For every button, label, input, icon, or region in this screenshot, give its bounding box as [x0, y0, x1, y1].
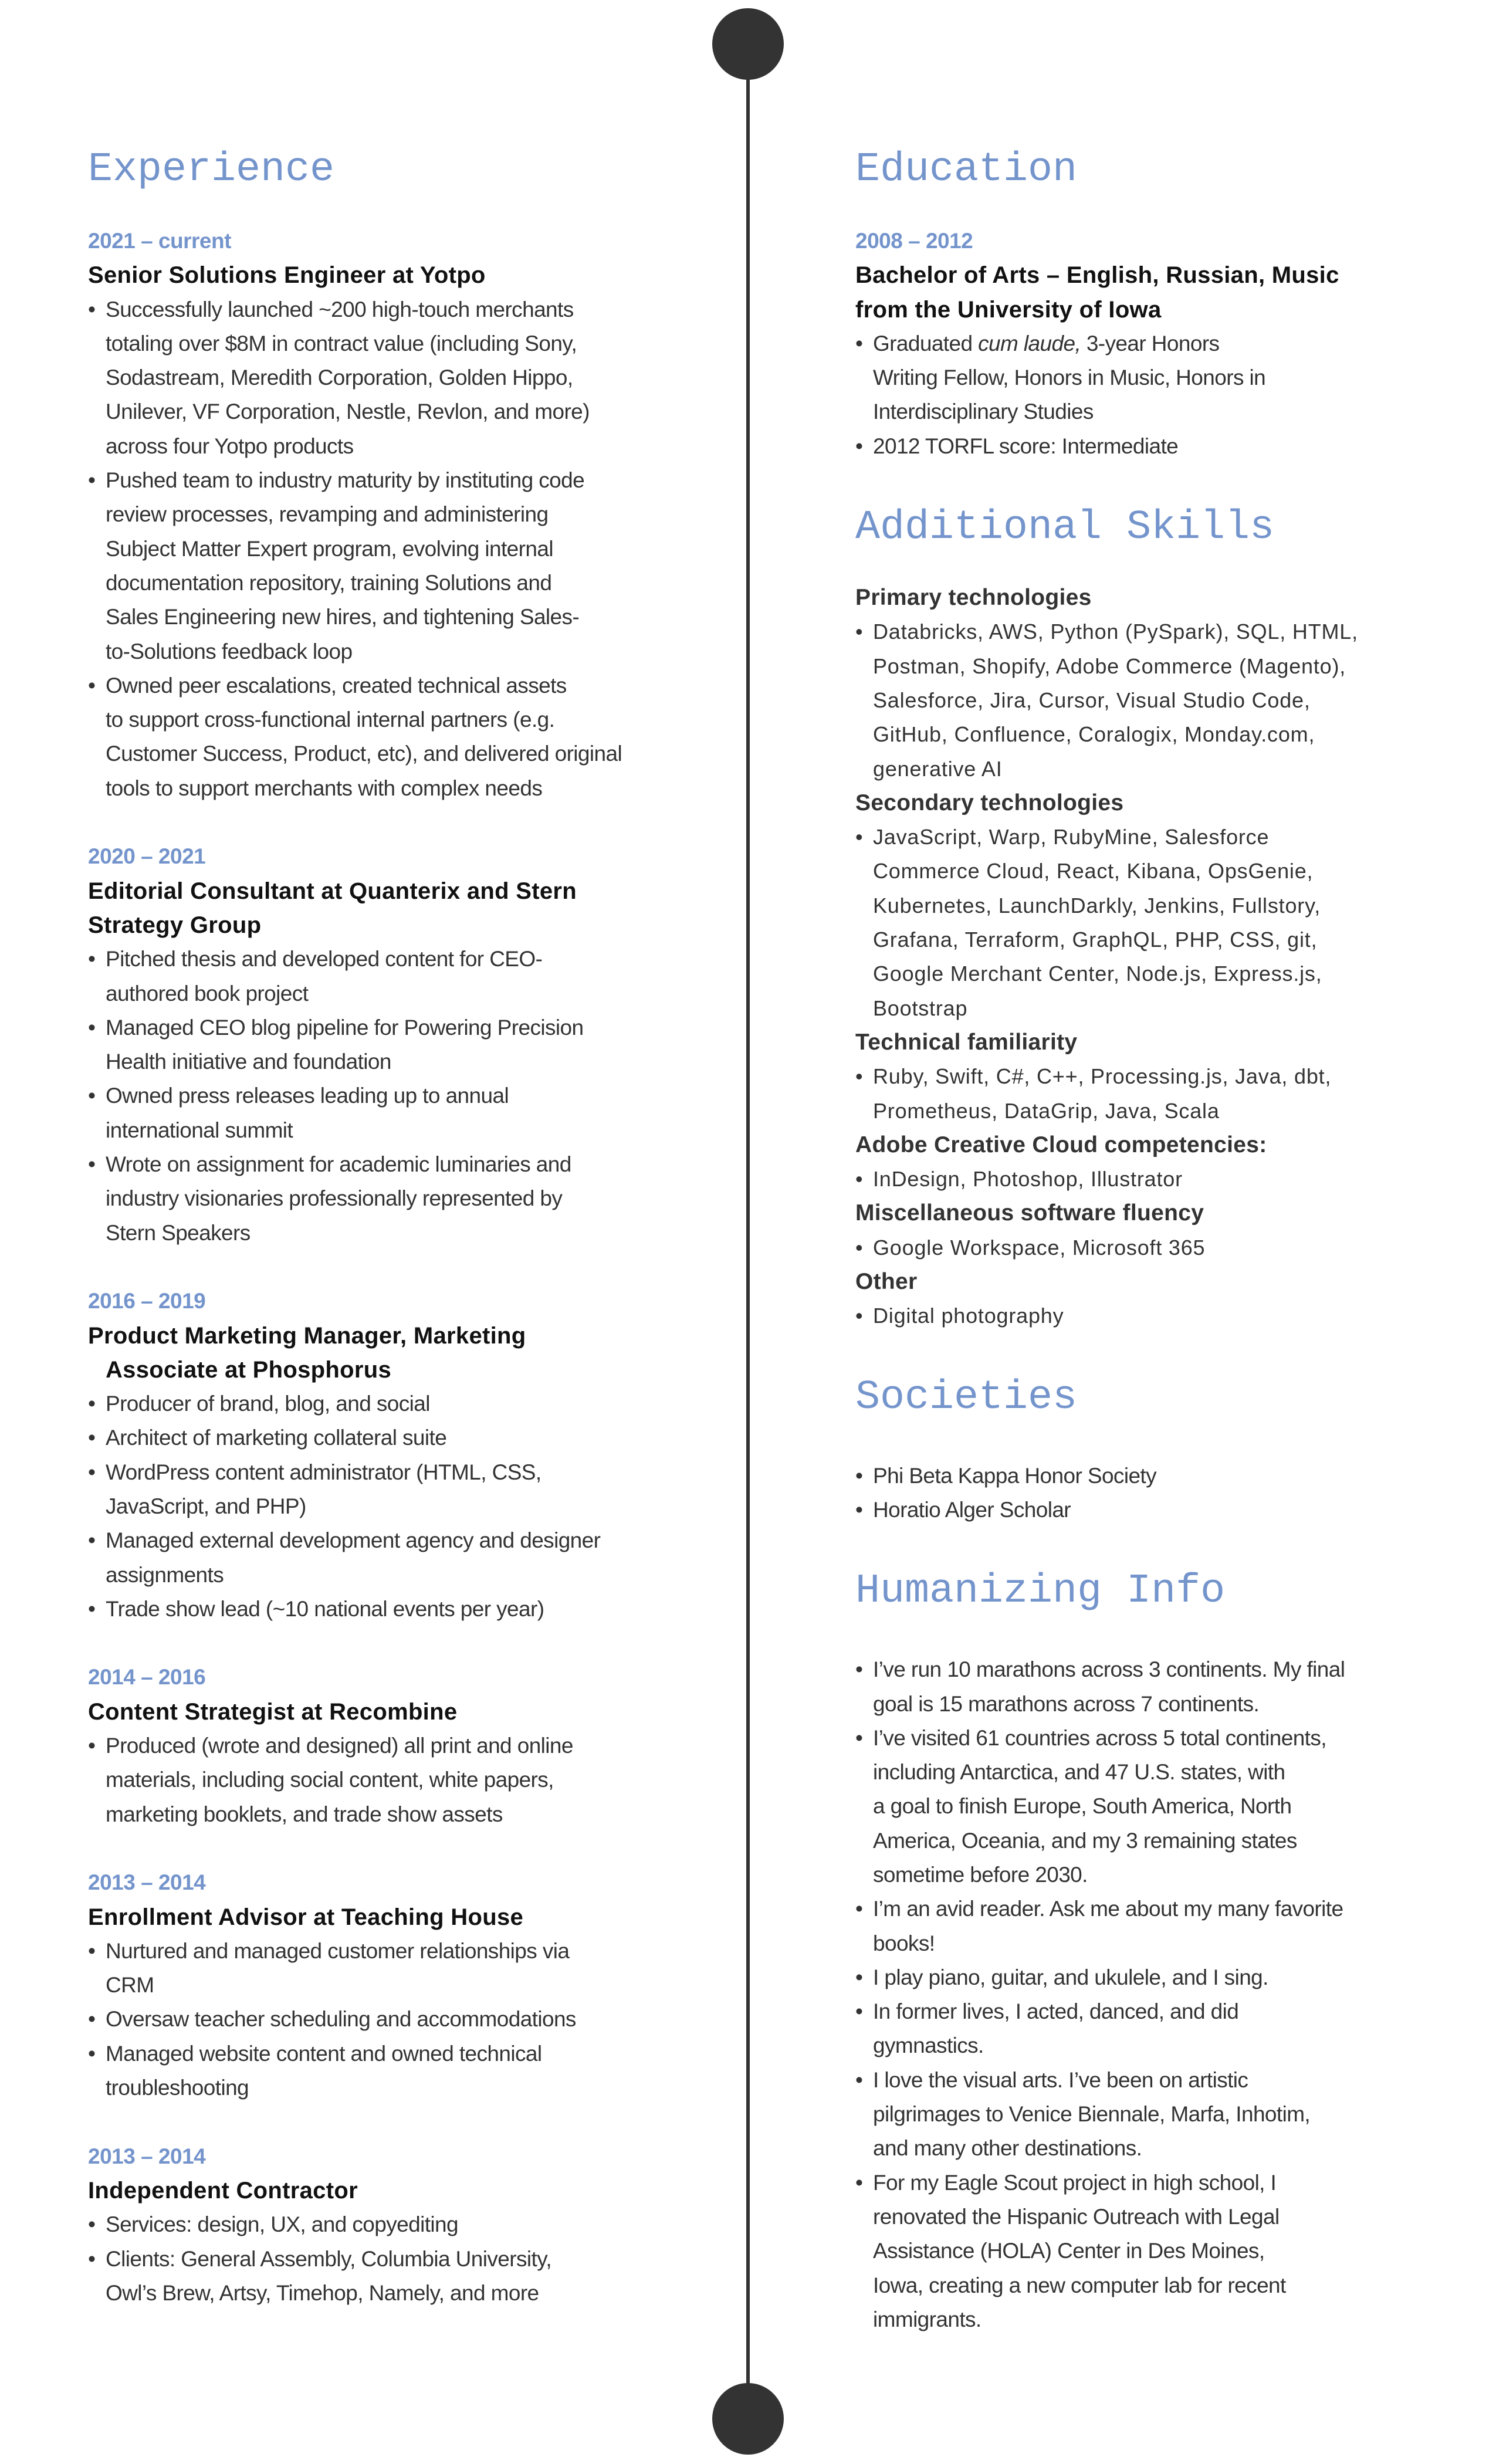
skill-group-label: Miscellaneous software fluency [855, 1200, 1204, 1226]
bullet-item [855, 820, 1419, 1025]
bullet-line [88, 2242, 675, 2276]
bullet-text: Google Workspace, Microsoft 365 [873, 1235, 1206, 1260]
bullet-line: Bootstrap [873, 996, 968, 1020]
experience-heading: Experience [88, 147, 335, 193]
bullet-icon: • [88, 2212, 96, 2237]
society-name: Horatio Alger Scholar [873, 1497, 1071, 1522]
bullet-text: I’ve visited 61 countries across 5 total continents, [873, 1725, 1326, 1750]
bullet-line: materials, including social content, white papers, [106, 1768, 554, 1792]
bullet-text: Architect of marketing collateral suite [106, 1426, 447, 1450]
bullet-item [88, 1011, 675, 1079]
education-dates: 2008 – 2012 [855, 229, 973, 253]
bullet-line [88, 1456, 675, 1490]
job-title-line: Content Strategist at Recombine [88, 1698, 458, 1725]
bullet-item [88, 1456, 675, 1524]
bullet-text: Trade show lead (~10 national events per year) [106, 1596, 544, 1621]
bullet-icon: • [88, 1528, 96, 1553]
entry-dates: 2020 – 2021 [88, 844, 206, 869]
bullet-icon: • [855, 1064, 864, 1089]
bullet-line: Salesforce, Jira, Cursor, Visual Studio Code, [873, 688, 1311, 712]
bullet-text: Ruby, Swift, C#, C++, Processing.js, Java, dbt, [873, 1064, 1332, 1089]
bullet-line [88, 669, 675, 703]
bullet-item [88, 1079, 675, 1148]
society-name: Phi Beta Kappa Honor Society [873, 1463, 1157, 1488]
bullet-line [855, 615, 1419, 649]
skill-group-label: Other [855, 1269, 918, 1295]
bullet-line: Grafana, Terraform, GraphQL, PHP, CSS, git, [873, 928, 1318, 952]
education-heading: Education [855, 147, 1078, 193]
bullet-icon: • [855, 825, 864, 849]
bullet-line [88, 1592, 675, 1626]
skills-list [855, 581, 1419, 1333]
bullet-line: Google Merchant Center, Node.js, Express.js, [873, 962, 1322, 986]
bullet-line [855, 1995, 1419, 2029]
bullet-line: and many other destinations. [873, 2136, 1142, 2161]
bullet-line [855, 1231, 1419, 1265]
bullet-line: Assistance (HOLA) Center in Des Moines, [873, 2239, 1265, 2263]
bullet-line: Postman, Shopify, Adobe Commerce (Magento), [873, 654, 1346, 678]
bullet-line: documentation repository, training Solutions and [106, 570, 552, 595]
bullet-line: Unilever, VF Corporation, Nestle, Revlon, and more) [106, 400, 590, 424]
bullet-line [855, 2063, 1419, 2097]
job-title-line: Associate at Phosphorus [106, 1356, 392, 1383]
skill-group-label: Secondary technologies [855, 790, 1124, 815]
bullet-line [88, 1729, 675, 1763]
timeline-top-circle-icon [712, 8, 784, 80]
skill-group-label: Technical familiarity [855, 1029, 1078, 1055]
societies-section [855, 1375, 1419, 1528]
bullet-line: GitHub, Confluence, Coralogix, Monday.com, [873, 722, 1315, 747]
education-bullet: • 2012 TORFL score: Intermediate [855, 429, 1419, 463]
skill-group [855, 581, 1419, 786]
bullet-line [88, 1421, 675, 1455]
job-title-line: Senior Solutions Engineer at Yotpo [88, 262, 486, 289]
bullet-item [88, 1592, 675, 1626]
bullet-icon: • [855, 1897, 863, 1921]
bullet-item [88, 942, 675, 1011]
bullet-item [855, 2063, 1419, 2166]
bullet-item [855, 1892, 1419, 1961]
bullet-icon: • [855, 2067, 863, 2092]
bullet-line: Sales Engineering new hires, and tightening Sales- [106, 605, 580, 629]
bullet-icon: • [88, 1734, 96, 1758]
bullet-item [855, 1060, 1419, 1128]
bullet-icon: • [88, 673, 96, 698]
bullet-line: gymnastics. [873, 2033, 984, 2058]
entry-dates: 2013 – 2014 [88, 1870, 206, 1895]
left-column [88, 147, 675, 2310]
bullet-line: to support cross-functional internal partners (e.g. [106, 708, 555, 732]
bullet-line: sometime before 2030. [873, 1862, 1088, 1887]
bullet-item [88, 669, 675, 805]
bullet-icon: • [855, 1657, 863, 1682]
timeline-bottom-circle-icon [712, 2383, 784, 2455]
bullet-icon: • [855, 1497, 863, 1522]
bullet-icon: • [88, 1938, 96, 1963]
skill-group [855, 786, 1419, 1025]
bullet-item [855, 615, 1419, 786]
experience-list [88, 224, 675, 2310]
bullet-line: Sodastream, Meredith Corporation, Golden Hippo, [106, 365, 573, 390]
bullet-line: Prometheus, DataGrip, Java, Scala [873, 1098, 1220, 1123]
bullet-line: authored book project [106, 981, 309, 1006]
job-title-line: Strategy Group [88, 912, 262, 938]
bullet-line: tools to support merchants with complex needs [106, 776, 543, 800]
bullet-text: Managed external development agency and designer [106, 1528, 601, 1553]
bullet-line [855, 820, 1419, 854]
bullet-text: Clients: General Assembly, Columbia University, [106, 2246, 552, 2271]
humanizing-heading: Humanizing Info [855, 1568, 1226, 1615]
bullet-text: WordPress content administrator (HTML, CSS, [106, 1460, 541, 1484]
bullet-text: Oversaw teacher scheduling and accommodations [106, 2007, 576, 2032]
bullet-icon: • [88, 1084, 96, 1108]
skill-group-label: Adobe Creative Cloud competencies: [855, 1132, 1267, 1157]
bullet-icon: • [855, 1965, 863, 1989]
bullet-text: I’ve run 10 marathons across 3 continents. My final [873, 1657, 1345, 1682]
experience-entry [88, 1866, 675, 2105]
bullet-item [88, 1524, 675, 1592]
bullet-line [88, 1011, 675, 1045]
bullet-line: totaling over $8M in contract value (including Sony, [106, 331, 577, 356]
bullet-line: CRM [106, 1973, 154, 1998]
bullet-line [855, 1653, 1419, 1687]
bullet-item [88, 1729, 675, 1832]
bullet-line: immigrants. [873, 2307, 981, 2331]
bullet-item [855, 1995, 1419, 2063]
timeline-line [746, 70, 750, 2394]
bullet-item [88, 293, 675, 463]
bullet-item [88, 1934, 675, 2003]
bullet-line: Iowa, creating a new computer lab for recent [873, 2273, 1286, 2297]
bullet-line [855, 2166, 1419, 2200]
skill-group [855, 1025, 1419, 1128]
bullet-line: Subject Matter Expert program, evolving internal [106, 536, 553, 561]
skill-group [855, 1196, 1419, 1265]
bullet-line: pilgrimages to Venice Biennale, Marfa, Inhotim, [873, 2102, 1311, 2127]
bullet-text: InDesign, Photoshop, Illustrator [873, 1167, 1183, 1192]
bullet-line: Stern Speakers [106, 1220, 251, 1245]
bullet-icon: • [88, 1392, 96, 1416]
bullet-item [855, 1961, 1419, 1995]
entry-dates: 2013 – 2014 [88, 2144, 206, 2168]
bullet-line [88, 293, 675, 327]
bullet-icon: • [88, 1152, 96, 1177]
job-title-line: Product Marketing Manager, Marketing [88, 1322, 526, 1349]
bullet-line [88, 1148, 675, 1182]
bullet-icon: • [855, 1999, 863, 2024]
bullet-line: Health initiative and foundation [106, 1050, 391, 1074]
bullet-line: to-Solutions feedback loop [106, 639, 353, 664]
bullet-line [855, 1162, 1419, 1196]
bullet-item [88, 2002, 675, 2036]
bullet-item [88, 2037, 675, 2106]
experience-entry [88, 2140, 675, 2310]
bullet-icon: • [855, 2170, 863, 2195]
bullet-icon: • [88, 468, 96, 493]
bullet-line: troubleshooting [106, 2076, 249, 2100]
societies-heading: Societies [855, 1374, 1078, 1421]
bullet-text: Managed website content and owned technical [106, 2041, 542, 2066]
job-title-line: Enrollment Advisor at Teaching House [88, 1904, 524, 1930]
bullet-item [88, 2242, 675, 2311]
bullet-text: I play piano, guitar, and ukulele, and I sing. [873, 1965, 1268, 1989]
bullet-line [88, 2208, 675, 2242]
bullet-line [88, 942, 675, 976]
bullet-line [88, 463, 675, 497]
bullet-item [855, 1231, 1419, 1265]
education-section [855, 147, 1419, 463]
bullet-icon: • [88, 2246, 96, 2271]
skill-group [855, 1265, 1419, 1333]
degree-title-line: from the University of Iowa [855, 296, 1162, 323]
bullet-line: goal is 15 marathons across 7 continents. [873, 1691, 1260, 1716]
bullet-line: JavaScript, and PHP) [106, 1494, 306, 1518]
bullet-line: Customer Success, Product, etc), and delivered original [106, 742, 622, 766]
bullet-text: Databricks, AWS, Python (PySpark), SQL, HTML, [873, 620, 1358, 644]
entry-dates: 2016 – 2019 [88, 1289, 206, 1314]
bullet-icon: • [855, 620, 864, 644]
bullet-text: Owned press releases leading up to annual [106, 1084, 509, 1108]
bullet-item [855, 1299, 1419, 1333]
bullet-line: international summit [106, 1118, 293, 1142]
bullet-text: Producer of brand, blog, and social [106, 1392, 430, 1416]
bullet-item [855, 1721, 1419, 1892]
degree-title-line: Bachelor of Arts – English, Russian, Music [855, 262, 1339, 289]
experience-entry [88, 840, 675, 1250]
bullet-text: Produced (wrote and designed) all print and online [106, 1734, 573, 1758]
bullet-icon: • [88, 297, 96, 321]
bullet-text: Services: design, UX, and copyediting [106, 2212, 458, 2237]
bullet-line: Commerce Cloud, React, Kibana, OpsGenie, [873, 859, 1314, 884]
bullet-icon: • [88, 947, 96, 972]
bullet-line: renovated the Hispanic Outreach with Legal [873, 2204, 1280, 2229]
bullet-icon: • [855, 1167, 864, 1192]
bullet-icon: • [855, 1304, 864, 1328]
bullet-icon: • [88, 1426, 96, 1450]
bullet-line: books! [873, 1931, 935, 1955]
bullet-icon: • [855, 1463, 863, 1488]
bullet-item [88, 1148, 675, 1250]
experience-entry [88, 224, 675, 805]
bullet-item [88, 2208, 675, 2242]
skills-heading: Additional Skills [855, 505, 1275, 551]
bullet-line: marketing booklets, and trade show assets [106, 1802, 503, 1826]
bullet-text: Owned peer escalations, created technical assets [106, 673, 567, 698]
bullet-item [855, 1162, 1419, 1196]
education-bullet: • Graduated cum laude, 3-year Honors Writing Fellow, Honors in Music, Honors in Interdisciplinary Studies [855, 327, 1419, 429]
bullet-text: Successfully launched ~200 high-touch merchants [106, 297, 574, 321]
bullet-line [855, 1299, 1419, 1333]
bullet-icon: • [855, 1725, 863, 1750]
bullet-icon: • [88, 1596, 96, 1621]
bullet-icon: • [855, 434, 863, 458]
bullet-line: including Antarctica, and 47 U.S. states, with [873, 1760, 1285, 1785]
bullet-text: Managed CEO blog pipeline for Powering Precision [106, 1015, 584, 1040]
entry-dates: 2021 – current [88, 229, 231, 253]
bullet-line: America, Oceania, and my 3 remaining states [873, 1828, 1297, 1853]
experience-entry [88, 1660, 675, 1831]
bullet-text: Pushed team to industry maturity by instituting code [106, 468, 585, 493]
bullet-text: Wrote on assignment for academic luminaries and [106, 1152, 571, 1177]
bullet-item [855, 1653, 1419, 1721]
bullet-line [88, 1079, 675, 1113]
bullet-line [88, 1524, 675, 1558]
bullet-icon: • [88, 2007, 96, 2032]
society-item [855, 1493, 1419, 1527]
bullet-line: Kubernetes, LaunchDarkly, Jenkins, Fullstory, [873, 893, 1321, 918]
humanizing-list [855, 1653, 1419, 2337]
bullet-icon: • [88, 2041, 96, 2066]
bullet-line [88, 1934, 675, 1968]
bullet-line: a goal to finish Europe, South America, North [873, 1794, 1292, 1819]
bullet-text: I’m an avid reader. Ask me about my many favorite [873, 1897, 1343, 1921]
bullet-line: Owl’s Brew, Artsy, Timehop, Namely, and more [106, 2280, 539, 2305]
entry-dates: 2014 – 2016 [88, 1665, 206, 1690]
job-title-line: Independent Contractor [88, 2177, 358, 2204]
bullet-icon: • [855, 331, 863, 356]
bullet-text: Nurtured and managed customer relationships via [106, 1938, 570, 1963]
skill-group [855, 1128, 1419, 1197]
society-item [855, 1459, 1419, 1493]
bullet-line: review processes, revamping and administering [106, 502, 549, 527]
bullet-icon: • [88, 1460, 96, 1484]
bullet-text: Digital photography [873, 1304, 1064, 1328]
skill-group-label: Primary technologies [855, 585, 1092, 611]
bullet-icon: • [88, 1015, 96, 1040]
bullet-icon: • [855, 1235, 864, 1260]
bullet-line [88, 2037, 675, 2071]
skills-section [855, 505, 1419, 1333]
job-title-line: Editorial Consultant at Quanterix and Stern [88, 878, 577, 904]
bullet-line [88, 2002, 675, 2036]
societies-list [855, 1459, 1419, 1528]
bullet-text: I love the visual arts. I’ve been on artistic [873, 2067, 1248, 2092]
bullet-line: industry visionaries professionally represented by [106, 1186, 563, 1211]
bullet-item [88, 463, 675, 669]
bullet-line: across four Yotpo products [106, 434, 354, 458]
bullet-line [88, 1387, 675, 1421]
bullet-text: Pitched thesis and developed content for CEO- [106, 947, 543, 972]
humanizing-section [855, 1568, 1419, 2337]
bullet-text: In former lives, I acted, danced, and did [873, 1999, 1239, 2024]
bullet-line [855, 1892, 1419, 1926]
bullet-text: JavaScript, Warp, RubyMine, Salesforce [873, 825, 1270, 849]
right-column [855, 147, 1419, 2337]
bullet-line [855, 1961, 1419, 1995]
honor-italic: cum laude, [978, 331, 1081, 356]
bullet-line [855, 1721, 1419, 1755]
bullet-item [88, 1421, 675, 1455]
bullet-item [855, 2166, 1419, 2337]
bullet-item [88, 1387, 675, 1421]
bullet-text: For my Eagle Scout project in high school, I [873, 2170, 1277, 2195]
bullet-line: generative AI [873, 756, 1003, 781]
experience-entry [88, 1284, 675, 1626]
bullet-line: assignments [106, 1562, 224, 1587]
bullet-line [855, 1060, 1419, 1094]
